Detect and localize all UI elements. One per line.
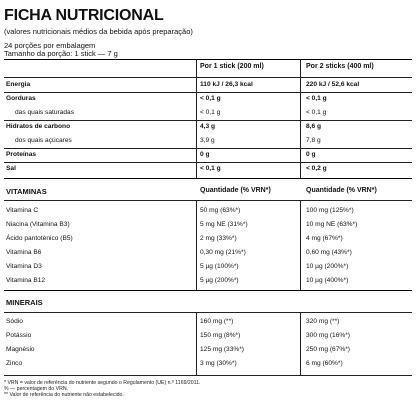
row-value-1: 3 mg (30%*)	[200, 360, 237, 367]
nutrition-header-col1: Por 1 stick (200 ml)	[200, 63, 264, 70]
row-label: Proteínas	[6, 151, 37, 158]
portion-size: Tamanho da porção: 1 stick — 7 g	[4, 49, 118, 58]
row-label: Zinco	[6, 360, 23, 367]
row-value-1: 5 µg (200%*)	[200, 277, 239, 284]
row-label: Sódio	[6, 318, 23, 325]
vitamin-row	[4, 204, 412, 218]
row-value-2: 10 mg NE (63%*)	[306, 221, 358, 228]
row-value-1: 3,9 g	[200, 137, 215, 144]
nutrition-row-sugars	[4, 134, 412, 148]
row-value-1: 110 kJ / 26,3 kcal	[200, 81, 253, 88]
row-divider	[4, 92, 412, 93]
row-label: Vitamina D3	[6, 263, 42, 270]
mineral-row	[4, 343, 412, 357]
row-value-1: 150 mg (8%*)	[200, 332, 241, 339]
footnote: * VRN = valor de referência do nutriente segundo o Regulamento (UE) n.º 1169/2011.	[4, 380, 201, 386]
divider	[4, 59, 412, 60]
row-value-2: < 0,1 g	[306, 109, 327, 116]
vitamin-row	[4, 260, 412, 274]
portions-info: 24 porções por embalagem	[4, 41, 96, 50]
row-value-1: < 0,1 g	[200, 165, 221, 172]
nutrition-row-saturated	[4, 106, 412, 120]
row-label: Vitamina C	[6, 207, 39, 214]
row-value-2: 8,6 g	[306, 123, 322, 130]
page-title: FICHA NUTRICIONAL	[4, 7, 164, 24]
row-value-1: 5 µg (100%*)	[200, 263, 239, 270]
vitamins-title: VITAMINAS	[6, 187, 47, 196]
row-label: Vitamina B12	[6, 277, 46, 284]
row-value-2: < 0,1 g	[306, 95, 327, 102]
row-value-2: 220 kJ / 52,6 kcal	[306, 81, 360, 88]
row-label: Ácido pantoténico (B5)	[6, 235, 73, 242]
row-value-2: 0,60 mg (43%*)	[306, 249, 352, 256]
row-value-2: 10 µg (200%*)	[306, 263, 349, 270]
nutrition-row-carbs	[4, 120, 412, 134]
row-value-2: 6 mg (60%*)	[306, 360, 343, 367]
row-label: das quais saturadas	[15, 109, 75, 116]
row-value-1: 50 mg (63%*)	[200, 207, 241, 214]
vitamin-row	[4, 246, 412, 260]
vitamin-row	[4, 232, 412, 246]
divider	[4, 375, 412, 376]
row-value-1: 0 g	[200, 151, 210, 158]
row-value-2: 7,8 g	[306, 137, 321, 144]
row-label: Sal	[6, 165, 16, 172]
row-label: Hidratos de carbono	[6, 123, 71, 130]
subtitle: (valores nutricionais médios da bebida após preparação)	[4, 27, 193, 36]
divider	[4, 178, 412, 179]
row-label: Energia	[6, 81, 31, 88]
nutrition-row-salt	[4, 162, 412, 176]
mineral-row	[4, 357, 412, 371]
divider	[4, 312, 412, 313]
nutrition-header-col2: Por 2 sticks (400 ml)	[306, 63, 374, 70]
row-label: Potássio	[6, 332, 32, 339]
row-value-1: 2 mg (33%*)	[200, 235, 237, 242]
mineral-row	[4, 315, 412, 329]
footnote: % — percentagem do VRN.	[4, 386, 69, 392]
row-label: Niacina (Vitamina B3)	[6, 221, 70, 228]
nutrition-row-fat	[4, 92, 412, 106]
row-value-2: 10 µg (400%*)	[306, 277, 349, 284]
row-value-1: 5 mg NE (31%*)	[200, 221, 248, 228]
row-label: Vitamina B6	[6, 249, 42, 256]
row-value-1: 160 mg (**)	[200, 318, 234, 325]
vitamins-header-col1: Quantidade (% VRN*)	[200, 187, 271, 194]
row-value-2: 0 g	[306, 151, 316, 158]
row-label: Gorduras	[6, 95, 36, 102]
row-value-1: 4,3 g	[200, 123, 216, 130]
row-value-1: < 0,1 g	[200, 95, 221, 102]
row-label: dos quais açúcares	[15, 137, 72, 144]
row-value-2: < 0,2 g	[306, 165, 327, 172]
nutrition-row-energy	[4, 78, 412, 92]
row-divider	[4, 120, 412, 121]
vitamins-header-col2: Quantidade (% VRN*)	[306, 187, 377, 194]
divider	[4, 290, 412, 291]
row-value-2: 320 mg (**)	[306, 318, 340, 325]
divider	[4, 200, 412, 201]
footnote: ** Valor de referência do nutriente não estabelecido.	[4, 392, 124, 398]
row-value-2: 4 mg (67%*)	[306, 235, 343, 242]
row-label: Magnésio	[6, 346, 35, 353]
row-value-1: 125 mg (33%*)	[200, 346, 244, 353]
vitamin-row	[4, 274, 412, 288]
vitamin-row	[4, 218, 412, 232]
row-divider	[4, 162, 412, 163]
mineral-row	[4, 329, 412, 343]
row-value-2: 250 mg (67%*)	[306, 346, 350, 353]
row-value-1: 0,30 mg (21%*)	[200, 249, 246, 256]
row-value-2: 100 mg (125%*)	[306, 207, 354, 214]
row-value-2: 300 mg (16%*)	[306, 332, 350, 339]
nutrition-row-protein	[4, 148, 412, 162]
row-divider	[4, 148, 412, 149]
minerals-title: MINERAIS	[6, 298, 43, 307]
row-value-1: < 0,1 g	[200, 109, 221, 116]
